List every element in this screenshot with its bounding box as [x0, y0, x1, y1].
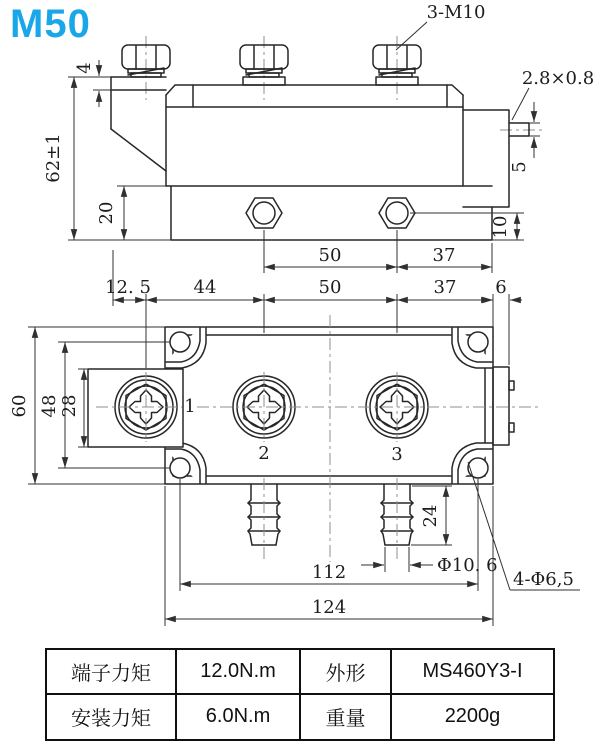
side-dim-lines: [68, 22, 540, 273]
dim-side-37: 37: [432, 245, 456, 266]
terminal-bolts: [122, 45, 421, 85]
dim-28: 28: [59, 394, 80, 418]
spec-table: [45, 648, 555, 741]
dim-nut-offset: 10: [490, 215, 511, 239]
plan-view: [9, 250, 580, 626]
bolt-thread-label: 3-M10: [426, 2, 486, 23]
spec-weight-value: 2200g: [444, 705, 501, 728]
dim-124: 124: [311, 597, 347, 618]
spec-terminal-torque-value: 12.0N.m: [177, 650, 301, 695]
dim-base-height: 20: [96, 201, 117, 225]
dim-48: 48: [39, 394, 60, 418]
dim-44: 44: [193, 277, 217, 298]
side-left-bracket: [111, 77, 166, 171]
plan-connector: [493, 367, 514, 445]
dim-112: 112: [311, 562, 347, 583]
side-dim-texts: [43, 2, 594, 266]
spec-weight-label: 重量: [301, 695, 392, 740]
spec-mounting-torque-value: 6.0N.m: [177, 695, 301, 740]
dim-24: 24: [420, 504, 441, 528]
terminal-3-number: 3: [391, 444, 403, 465]
spec-outline-value: MS460Y3-I: [392, 650, 553, 695]
baseplate-nuts: [246, 198, 415, 228]
dim-50: 50: [318, 277, 342, 298]
terminal1-pad: [88, 369, 183, 447]
spec-mounting-torque-label: 安装力矩: [47, 695, 177, 740]
dim-6: 6: [495, 277, 507, 298]
spec-terminal-torque-label: 端子力矩: [47, 650, 177, 695]
holes-label: 4-Φ6,5: [513, 569, 574, 590]
dim-37: 37: [433, 277, 457, 298]
tab-size-label: 2.8×0.8: [521, 68, 595, 89]
side-tab-block: [463, 110, 529, 207]
dim-barb-dia: Φ10. 6: [437, 555, 498, 576]
model-title: M50: [10, 2, 91, 46]
plan-body: [165, 327, 493, 484]
dim-12-5: 12. 5: [105, 277, 151, 298]
dim-60: 60: [9, 394, 30, 418]
dim-height: 62±1: [43, 133, 64, 183]
spec-outline-label: 外形: [301, 650, 392, 695]
side-view: [43, 2, 594, 273]
terminal-2-number: 2: [258, 443, 270, 464]
side-case-outline: [166, 85, 463, 186]
dim-tab-width: 5: [509, 161, 530, 173]
side-centerlines: [146, 36, 543, 130]
dim-step: 4: [74, 62, 95, 74]
terminal-1-number: 1: [184, 396, 196, 417]
dim-side-50: 50: [318, 245, 342, 266]
